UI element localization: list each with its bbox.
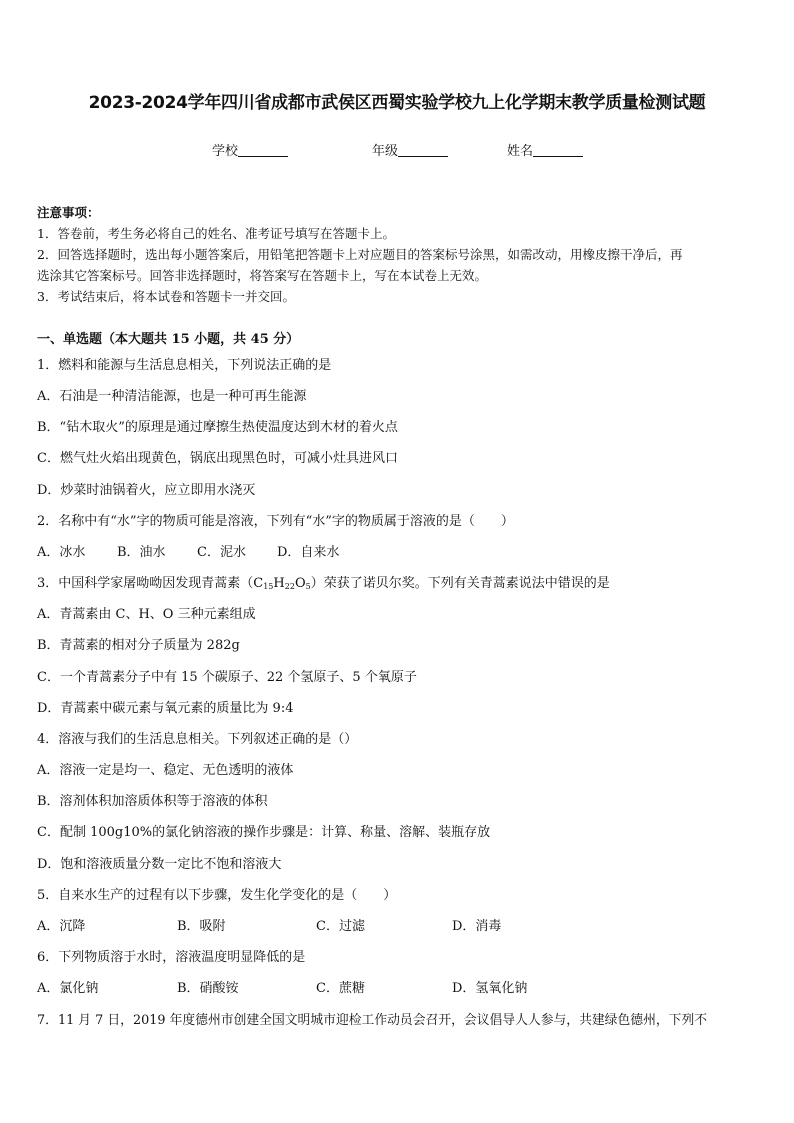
grade-label: 年级	[372, 144, 399, 159]
q2-option-b: B．油水	[117, 545, 166, 560]
q2-option-a: A．冰水	[37, 545, 86, 560]
q3-stem-part: ）荣获了诺贝尔奖。下列有关青蒿素说法中错误的是	[310, 576, 610, 591]
q4-option-a: A．溶液一定是均一、稳定、无色透明的液体	[37, 763, 294, 778]
note-item: 2．回答选择题时，选出每小题答案后，用铅笔把答题卡上对应题目的答案标号涂黑，如需改动，用橡皮擦干净后，再	[37, 247, 683, 262]
q5-option-b: B．吸附	[177, 919, 226, 934]
q3-option-a: A．青蒿素由 C、H、O 三种元素组成	[37, 607, 256, 622]
q1-option-a: A．石油是一种清洁能源，也是一种可再生能源	[37, 389, 307, 404]
q4-option-b: B．溶剂体积加溶质体积等于溶液的体积	[37, 794, 268, 809]
q3-subscript: 15	[263, 582, 274, 591]
note-item: 1．答卷前，考生务必将自己的姓名、准考证号填写在答题卡上。	[37, 226, 395, 241]
grade-field	[372, 140, 448, 159]
q1-option-d: D．炒菜时油锅着火，应立即用水浇灭	[37, 483, 256, 498]
q1-option-c: C．燃气灶火焰出现黄色，锅底出现黑色时，可减小灶具进风口	[37, 451, 398, 466]
q1-option-b: B．“钻木取火”的原理是通过摩擦生热使温度达到木材的着火点	[37, 420, 398, 435]
q6-option-b: B．硝酸铵	[177, 981, 239, 996]
q3-stem-part: H	[273, 576, 285, 591]
q6-stem: 6．下列物质溶于水时，溶液温度明显降低的是	[37, 950, 306, 965]
name-blank	[533, 144, 583, 157]
q4-option-d: D．饱和溶液质量分数一定比不饱和溶液大	[37, 857, 282, 872]
q3-option-c: C．一个青蒿素分子中有 15 个碳原子、22 个氢原子、5 个氧原子	[37, 670, 417, 685]
q3-option-d: D．青蒿素中碳元素与氧元素的质量比为 9:4	[37, 701, 294, 716]
q5-option-a: A．沉降	[37, 919, 86, 934]
q6-option-d: D．氢氧化钠	[452, 981, 528, 996]
q5-stem: 5．自来水生产的过程有以下步骤，发生化学变化的是（ ）	[37, 888, 397, 903]
q1-stem: 1．燃料和能源与生活息息相关，下列说法正确的是	[37, 358, 332, 373]
q7-stem: 7．11 月 7 日，2019 年度德州市创建全国文明城市迎检工作动员会召开，会议倡导人人参与，共建绿色德州，下列不	[37, 1013, 708, 1028]
q2-stem: 2．名称中有“水”字的物质可能是溶液，下列有“水”字的物质属于溶液的是（ ）	[37, 514, 514, 529]
school-label: 学校	[212, 144, 239, 159]
q5-option-d: D．消毒	[452, 919, 502, 934]
q5-option-c: C．过滤	[316, 919, 365, 934]
grade-blank	[398, 144, 448, 157]
school-blank	[238, 144, 288, 157]
q3-stem-part: O	[294, 576, 306, 591]
q4-option-c: C．配制 100g10%的氯化钠溶液的操作步骤是：计算、称量、溶解、装瓶存放	[37, 825, 491, 840]
school-field	[212, 140, 288, 159]
page-title: 2023-2024学年四川省成都市武侯区西蜀实验学校九上化学期末教学质量检测试题	[88, 93, 706, 113]
q6-option-c: C．蔗糖	[316, 981, 365, 996]
q3-subscript: 5	[305, 582, 311, 591]
q6-option-a: A．氯化钠	[37, 981, 99, 996]
q2-option-c: C．泥水	[197, 545, 246, 560]
name-field	[507, 140, 583, 159]
name-label: 姓名	[507, 144, 534, 159]
q4-stem: 4．溶液与我们的生活息息相关。下列叙述正确的是（）	[37, 732, 358, 747]
note-item: 选涂其它答案标号。回答非选择题时，将答案写在答题卡上，写在本试卷上无效。	[37, 268, 488, 283]
notes-heading: 注意事项：	[37, 205, 100, 220]
q2-option-d: D．自来水	[277, 545, 340, 560]
note-item: 3．考试结束后，将本试卷和答题卡一并交回。	[37, 289, 295, 304]
q3-stem	[37, 572, 610, 591]
q3-option-b: B．青蒿素的相对分子质量为 282g	[37, 638, 240, 653]
q3-stem-part: 3．中国科学家屠呦呦因发现青蒿素（C	[37, 576, 264, 591]
section-heading: 一、单选题（本大题共 15 小题，共 45 分）	[37, 332, 300, 347]
q3-subscript: 22	[284, 582, 295, 591]
